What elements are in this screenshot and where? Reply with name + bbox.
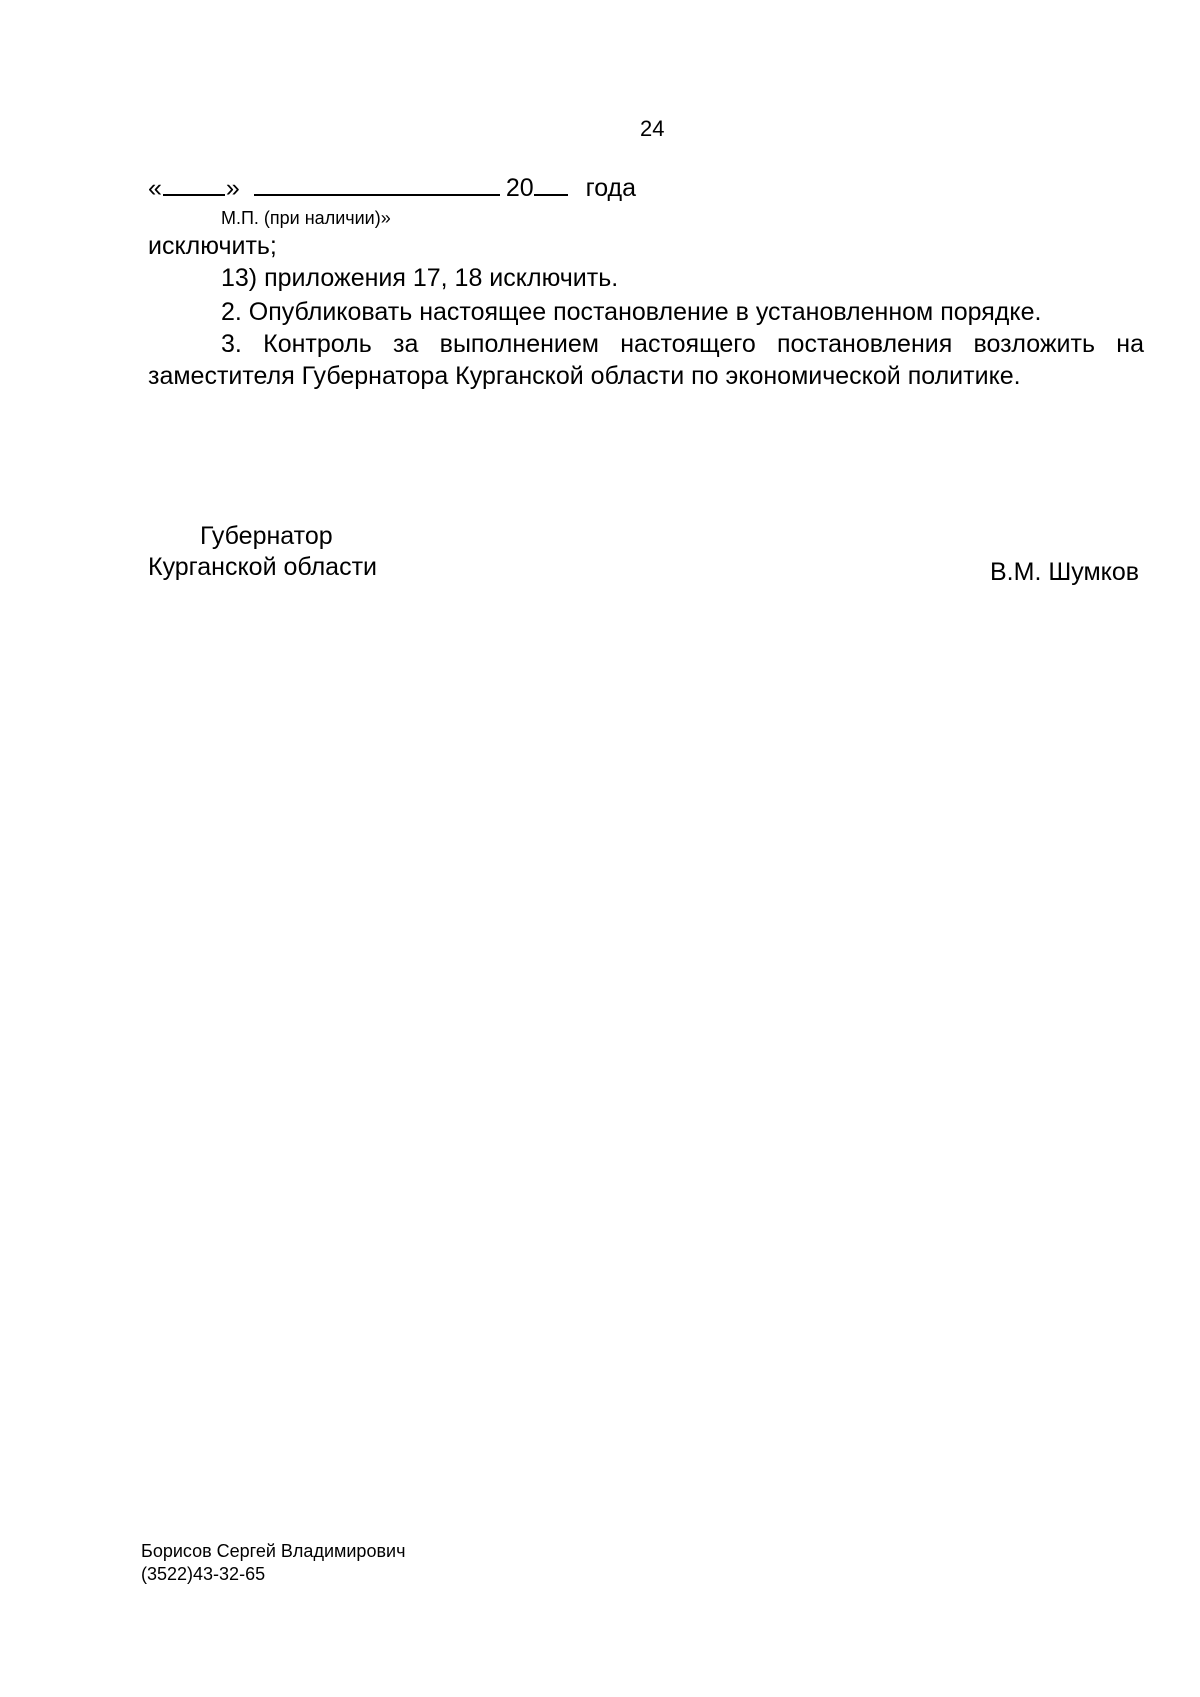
contact-name: Борисов Сергей Владимирович [141,1541,406,1561]
stamp-note: М.П. (при наличии)» [221,208,391,228]
item-13: 13) приложения 17, 18 исключить. [221,264,619,292]
year-blank [534,172,568,196]
exclude-line: исключить; [148,232,277,260]
date-open-quote: « [148,174,162,202]
page-number: 24 [640,116,665,141]
signatory-name: В.М. Шумков [990,558,1140,586]
date-line [148,172,636,203]
signatory-title-line-1: Губернатор [200,522,333,550]
month-blank [254,172,500,196]
date-close-quote: » [225,174,240,202]
year-prefix: 20 [505,174,534,202]
item-3: 3. Контроль за выполнением настоящего постановления возложить на заместителя Губернатора Курганской области по экономической политике. [148,330,1144,390]
day-blank [163,172,225,196]
signatory-title-line-2: Курганской области [148,553,378,581]
year-suffix: года [585,174,637,202]
item-2: 2. Опубликовать настоящее постановление в установленном порядке. [221,298,1042,326]
contact-phone: (3522)43-32-65 [141,1564,266,1584]
